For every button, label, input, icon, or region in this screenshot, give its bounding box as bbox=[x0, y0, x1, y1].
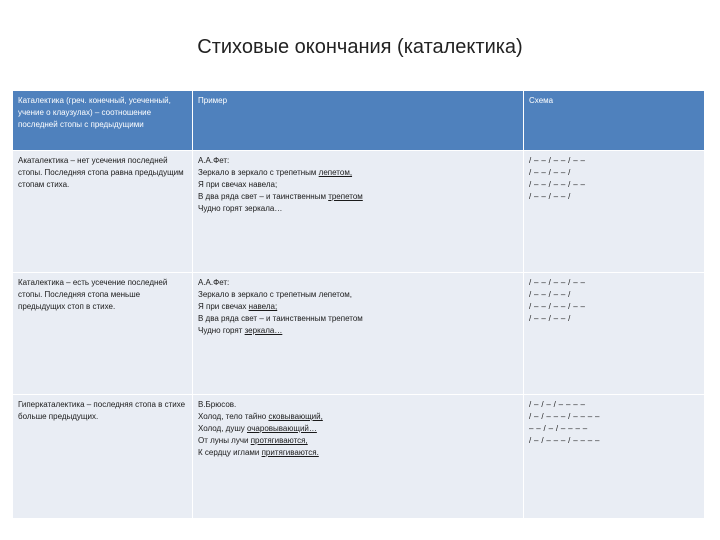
example-line: Холод, душу очаровывающий… bbox=[198, 424, 317, 433]
row-term: Акаталектика – нет усечения последней стопы. Последняя стопа равна предыдущим стопам стиха. bbox=[13, 151, 193, 273]
table-row-giperkatalektika bbox=[13, 395, 705, 519]
table-header-row bbox=[13, 91, 705, 151]
row-scheme bbox=[524, 151, 705, 273]
example-line: Зеркало в зеркало с трепетным лепетом, bbox=[198, 168, 353, 177]
example-line: От луны лучи протягиваются, bbox=[198, 436, 308, 445]
row-example bbox=[193, 395, 524, 519]
scheme-line: / – – / – – / – – bbox=[529, 180, 586, 189]
example-author: В.Брюсов. bbox=[198, 400, 237, 409]
row-term: Каталектика – есть усечение последней стопы. Последняя стопа меньше предыдущих стоп в стихе. bbox=[13, 273, 193, 395]
katalektika-table bbox=[12, 90, 705, 519]
scheme-line: / – – / – – / bbox=[529, 168, 571, 177]
scheme-line: / – / – / – – – – bbox=[529, 400, 586, 409]
header-definition: Каталектика (греч. конечный, усеченный, учение о клаузулах) – соотношение последней стопы с предыдущими bbox=[13, 91, 193, 151]
example-author: А.А.Фет: bbox=[198, 156, 230, 165]
scheme-line: – – / – / – – – – bbox=[529, 424, 588, 433]
slide-title: Стиховые окончания (каталектика) bbox=[197, 36, 523, 58]
scheme-line: / – – / – – / bbox=[529, 314, 571, 323]
header-scheme: Схема bbox=[524, 91, 705, 151]
row-term: Гиперкаталектика – последняя стопа в стихе больше предыдущих. bbox=[13, 395, 193, 519]
example-line: Холод, тело тайно сковывающий, bbox=[198, 412, 323, 421]
header-example: Пример bbox=[193, 91, 524, 151]
table-row-akatalektika bbox=[13, 151, 705, 273]
row-example bbox=[193, 151, 524, 273]
table-row-katalektika bbox=[13, 273, 705, 395]
scheme-line: / – – / – – / – – bbox=[529, 302, 586, 311]
scheme-line: / – / – – – / – – – – bbox=[529, 412, 600, 421]
scheme-line: / – – / – – / – – bbox=[529, 278, 586, 287]
example-line: Я при свечах навела; bbox=[198, 302, 278, 311]
example-line: Я при свечах навела; bbox=[198, 180, 278, 189]
example-line: Чудно горят зеркала… bbox=[198, 204, 283, 213]
example-line: Зеркало в зеркало с трепетным лепетом, bbox=[198, 290, 353, 299]
row-example bbox=[193, 273, 524, 395]
example-line: Чудно горят зеркала… bbox=[198, 326, 283, 335]
example-line: В два ряда свет – и таинственным трепетом bbox=[198, 192, 363, 201]
example-line: К сердцу иглами притягиваются. bbox=[198, 448, 319, 457]
row-scheme bbox=[524, 395, 705, 519]
scheme-line: / – – / – – / – – bbox=[529, 156, 586, 165]
row-scheme bbox=[524, 273, 705, 395]
scheme-line: / – – / – – / bbox=[529, 192, 571, 201]
scheme-line: / – – / – – / bbox=[529, 290, 571, 299]
scheme-line: / – / – – – / – – – – bbox=[529, 436, 600, 445]
example-line: В два ряда свет – и таинственным трепетом bbox=[198, 314, 363, 323]
example-author: А.А.Фет: bbox=[198, 278, 230, 287]
